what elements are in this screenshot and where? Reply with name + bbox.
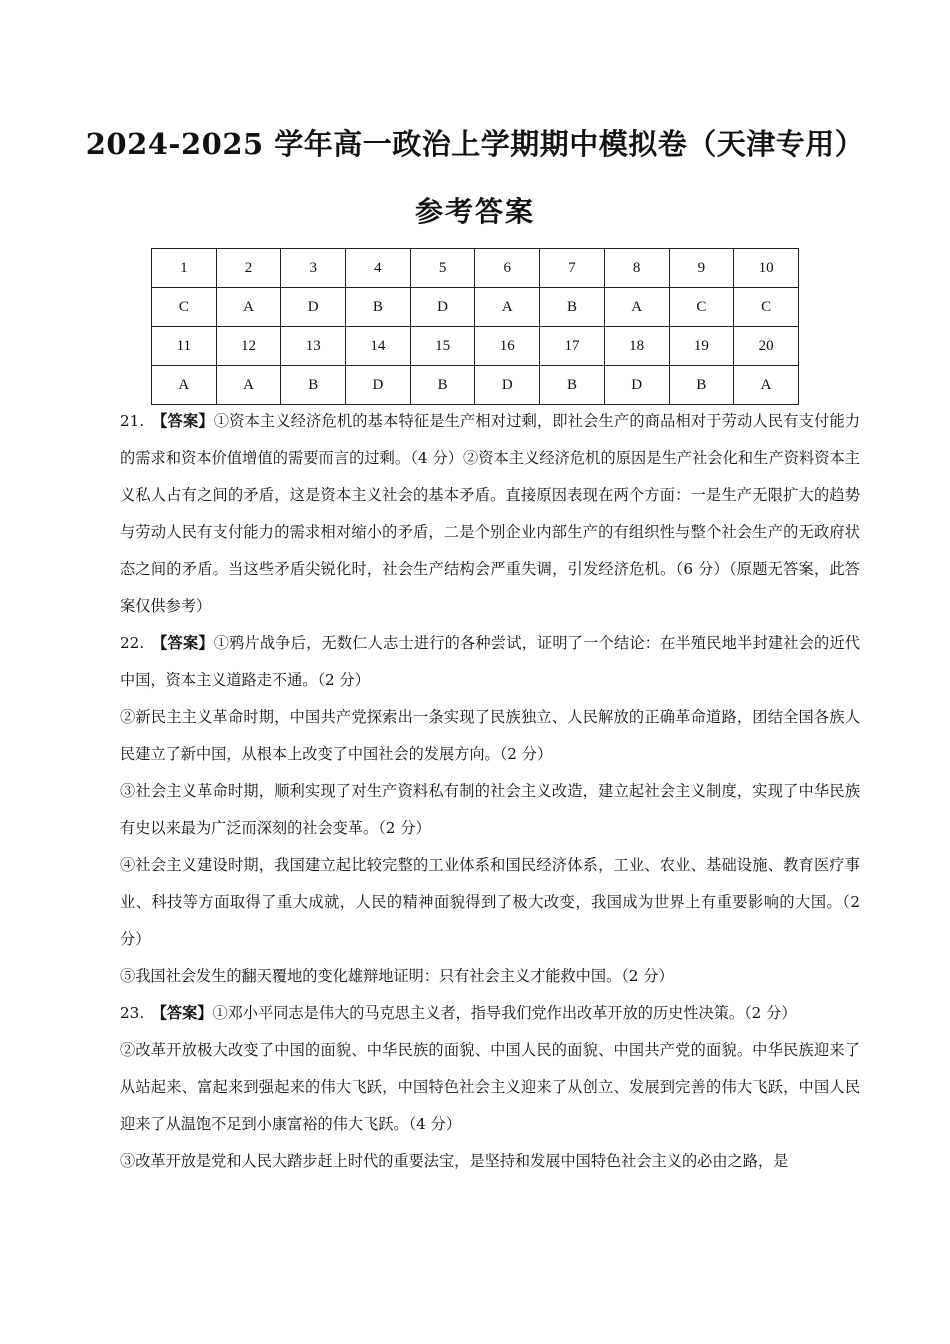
- table-cell: 5: [410, 249, 475, 288]
- table-cell: A: [216, 366, 281, 405]
- table-cell: 19: [669, 327, 734, 366]
- table-cell: B: [540, 366, 605, 405]
- table-cell: C: [734, 288, 799, 327]
- table-cell: B: [540, 288, 605, 327]
- answer-paragraph: [120, 1032, 860, 1143]
- table-cell: 2: [216, 249, 281, 288]
- table-cell: D: [604, 366, 669, 405]
- table-cell: B: [669, 366, 734, 405]
- question-number: 23.: [120, 1004, 160, 1022]
- table-row: [152, 366, 799, 405]
- table-cell: 1: [152, 249, 217, 288]
- answer-text: ④社会主义建设时期，我国建立起比较完整的工业体系和国民经济体系，工业、农业、基础设施、教育医疗事业、科技等方面取得了重大成就，人民的精神面貌得到了极大改变，我国成为世界上有重要影响的大国。（2 分）: [120, 856, 860, 948]
- question-number: 21.: [120, 412, 160, 430]
- table-row: [152, 288, 799, 327]
- answer-text: ①邓小平同志是伟大的马克思主义者，指导我们党作出改革开放的历史性决策。（2 分）: [212, 1004, 797, 1022]
- table-cell: 13: [281, 327, 346, 366]
- table-cell: B: [410, 366, 475, 405]
- table-cell: 11: [152, 327, 217, 366]
- table-cell: 20: [734, 327, 799, 366]
- page-subtitle: 参考答案: [414, 195, 535, 228]
- table-cell: D: [346, 366, 411, 405]
- table-cell: 18: [604, 327, 669, 366]
- answer-text: ①资本主义经济危机的基本特征是生产相对过剩，即社会生产的商品相对于劳动人民有支付能力的需求和资本价值增值的需要而言的过剩。（4 分）②资本主义经济危机的原因是生产社会化和生产资料资本主义私人占有之间的矛盾，这是资本主义社会的基本矛盾。直接原因表现在两个方面：一是生产无限扩大的趋势与劳动人民有支付能力的需求相对缩小的矛盾，二是个别企业内部生产的有组织性与整个社会生产的无政府状态之间的矛盾。当这些矛盾尖锐化时，社会生产结构会严重失调，引发经济危机。（6 分）（原题无答案，此答案仅供参考）: [120, 412, 861, 615]
- answer-paragraph: [120, 995, 860, 1032]
- question-number: 22.: [120, 634, 160, 652]
- answer-paragraph: [120, 1143, 860, 1180]
- table-cell: 3: [281, 249, 346, 288]
- answer-text: ②新民主主义革命时期，中国共产党探索出一条实现了民族独立、人民解放的正确革命道路，团结全国各族人民建立了新中国，从根本上改变了中国社会的发展方向。（2 分）: [120, 708, 860, 763]
- table-row: [152, 249, 799, 288]
- table-cell: 9: [669, 249, 734, 288]
- answer-content: [120, 403, 860, 1180]
- table-cell: 16: [475, 327, 540, 366]
- table-cell: D: [475, 366, 540, 405]
- answer-paragraph: [120, 958, 860, 995]
- answer-text: ②改革开放极大改变了中国的面貌、中华民族的面貌、中国人民的面貌、中国共产党的面貌。中华民族迎来了从站起来、富起来到强起来的伟大飞跃，中国特色社会主义迎来了从创立、发展到完善的伟大飞跃，中国人民迎来了从温饱不足到小康富裕的伟大飞跃。（4 分）: [120, 1041, 860, 1133]
- answer-paragraph: [120, 699, 860, 773]
- answer-paragraph: [120, 403, 860, 625]
- table-cell: 10: [734, 249, 799, 288]
- table-cell: C: [152, 288, 217, 327]
- table-cell: 17: [540, 327, 605, 366]
- answer-table: [151, 248, 799, 405]
- page-title: 2024-2025 学年高一政治上学期期中模拟卷（天津专用）: [85, 127, 865, 161]
- table-cell: B: [346, 288, 411, 327]
- table-cell: A: [152, 366, 217, 405]
- table-cell: 8: [604, 249, 669, 288]
- table-cell: D: [281, 288, 346, 327]
- answer-tag: 【答案】: [159, 412, 214, 430]
- table-cell: 7: [540, 249, 605, 288]
- table-cell: 4: [346, 249, 411, 288]
- answer-text: ①鸦片战争后，无数仁人志士进行的各种尝试，证明了一个结论：在半殖民地半封建社会的近代中国，资本主义道路走不通。（2 分）: [120, 634, 861, 689]
- answer-paragraph: [120, 773, 860, 847]
- answer-tag: 【答案】: [159, 1004, 213, 1022]
- table-row: [152, 327, 799, 366]
- table-cell: 6: [475, 249, 540, 288]
- answer-text: ③改革开放是党和人民大踏步赶上时代的重要法宝，是坚持和发展中国特色社会主义的必由之路，是: [120, 1152, 789, 1170]
- table-cell: C: [669, 288, 734, 327]
- table-cell: A: [604, 288, 669, 327]
- table-cell: 15: [410, 327, 475, 366]
- answer-paragraph: [120, 847, 860, 958]
- table-cell: A: [734, 366, 799, 405]
- table-cell: B: [281, 366, 346, 405]
- table-cell: 14: [346, 327, 411, 366]
- answer-tag: 【答案】: [159, 634, 214, 652]
- answer-text: ⑤我国社会发生的翻天覆地的变化雄辩地证明：只有社会主义才能救中国。（2 分）: [120, 967, 674, 985]
- answer-paragraph: [120, 625, 860, 699]
- table-cell: D: [410, 288, 475, 327]
- table-cell: A: [216, 288, 281, 327]
- table-cell: 12: [216, 327, 281, 366]
- answer-text: ③社会主义革命时期，顺利实现了对生产资料私有制的社会主义改造，建立起社会主义制度，实现了中华民族有史以来最为广泛而深刻的社会变革。（2 分）: [120, 782, 860, 837]
- table-cell: A: [475, 288, 540, 327]
